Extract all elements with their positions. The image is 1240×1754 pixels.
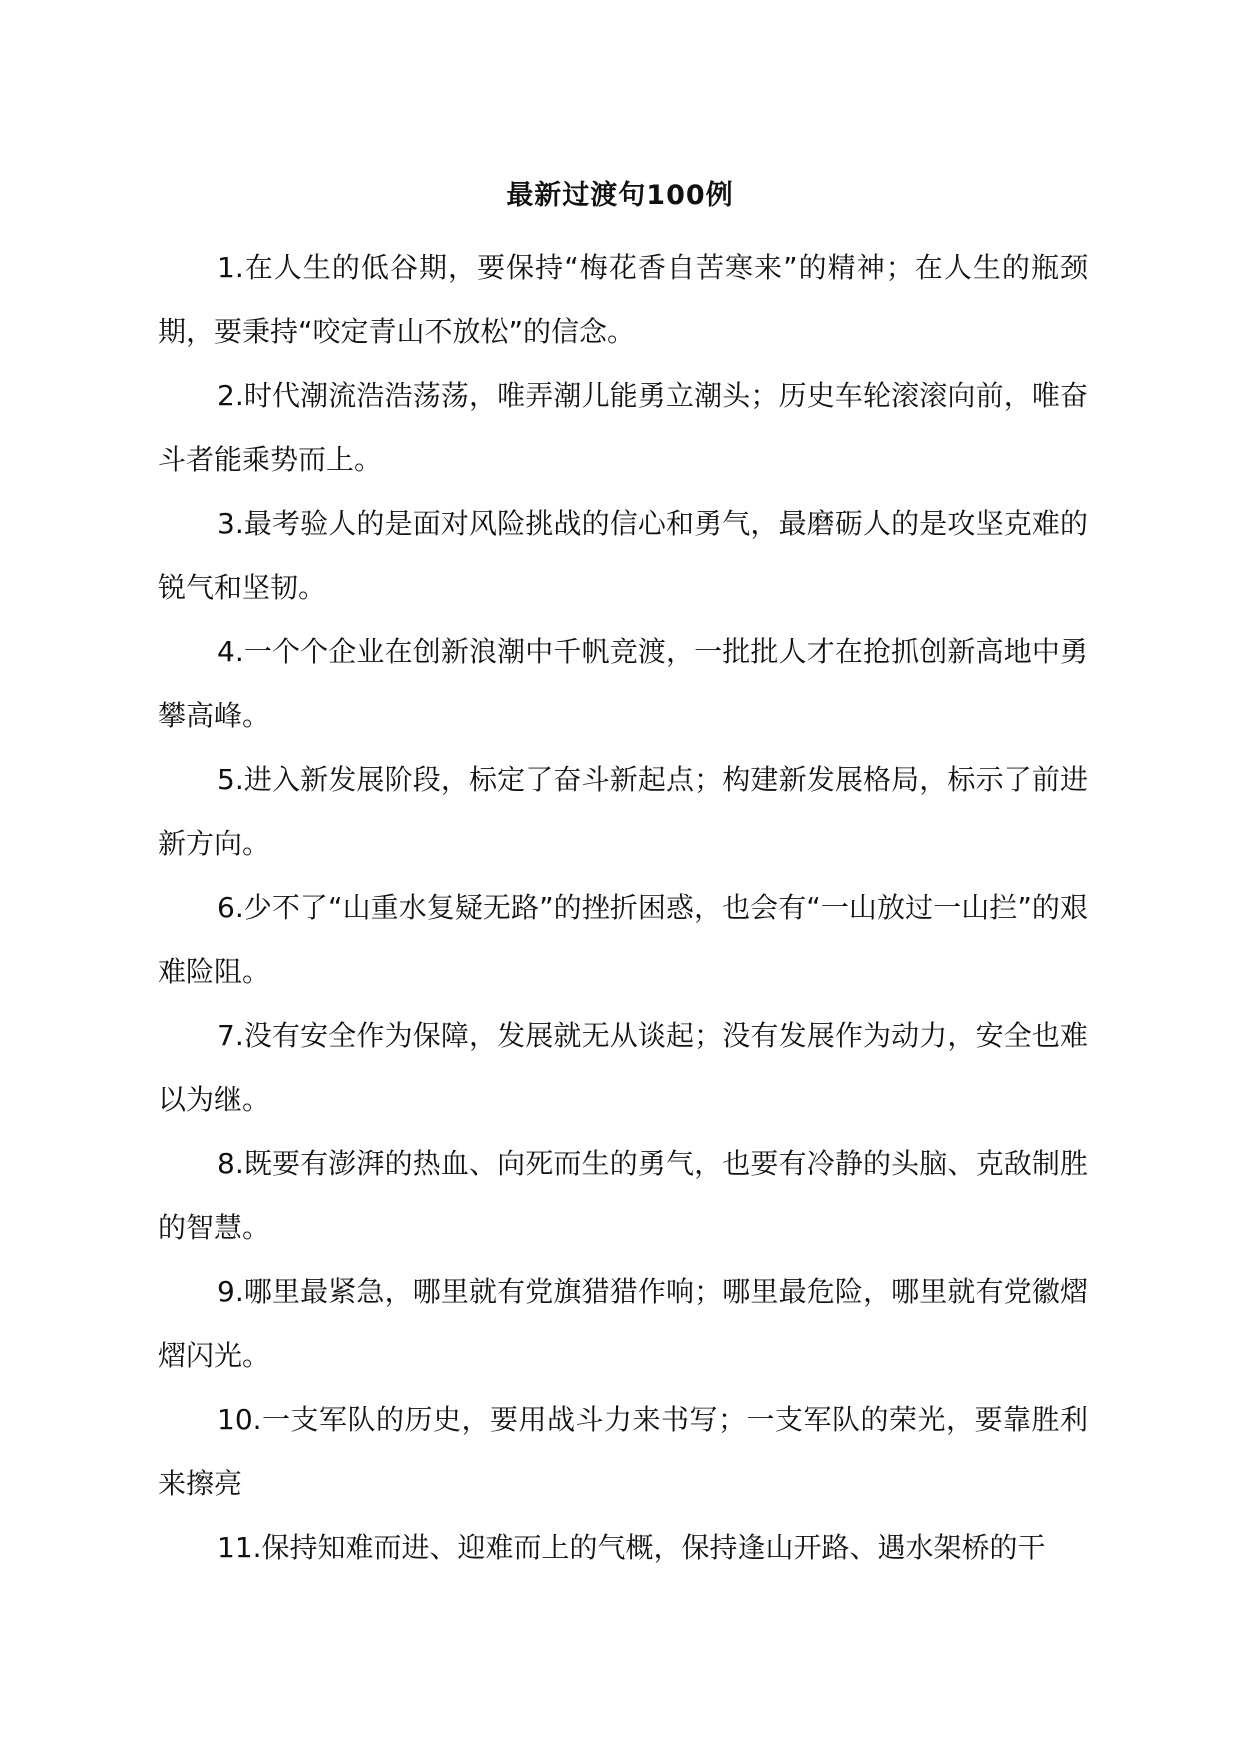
paragraph-7: 7.没有安全作为保障，发展就无从谈起；没有发展作为动力，安全也难以为继。 — [158, 1019, 1088, 1116]
document-title: 最新过渡句100例 — [506, 180, 734, 211]
paragraph-11: 11.保持知难而进、迎难而上的气概，保持逢山开路、遇水架桥的干 — [217, 1531, 1046, 1564]
paragraph-3: 3.最考验人的是面对风险挑战的信心和勇气，最磨砺人的是攻坚克难的锐气和坚韧。 — [158, 507, 1088, 604]
paragraph-9: 9.哪里最紧急，哪里就有党旗猎猎作响；哪里最危险，哪里就有党徽熠熠闪光。 — [158, 1275, 1088, 1372]
paragraph-8: 8.既要有澎湃的热血、向死而生的勇气，也要有冷静的头脑、克敌制胜的智慧。 — [158, 1147, 1088, 1244]
paragraph-10: 10.一支军队的历史，要用战斗力来书写；一支军队的荣光，要靠胜利来擦亮 — [158, 1403, 1088, 1500]
paragraph-2: 2.时代潮流浩浩荡荡，唯弄潮儿能勇立潮头；历史车轮滚滚向前，唯奋斗者能乘势而上。 — [158, 379, 1088, 476]
document-body — [158, 236, 1088, 1580]
paragraph-5: 5.进入新发展阶段，标定了奋斗新起点；构建新发展格局，标示了前进新方向。 — [158, 763, 1088, 860]
paragraph-6: 6.少不了“山重水复疑无路”的挫折困惑，也会有“一山放过一山拦”的艰难险阻。 — [158, 891, 1088, 988]
paragraph-4: 4.一个个企业在创新浪潮中千帆竞渡，一批批人才在抢抓创新高地中勇攀高峰。 — [158, 635, 1088, 732]
paragraph-1: 1.在人生的低谷期，要保持“梅花香自苦寒来”的精神；在人生的瓶颈期，要秉持“咬定青山不放松”的信念。 — [158, 251, 1088, 348]
